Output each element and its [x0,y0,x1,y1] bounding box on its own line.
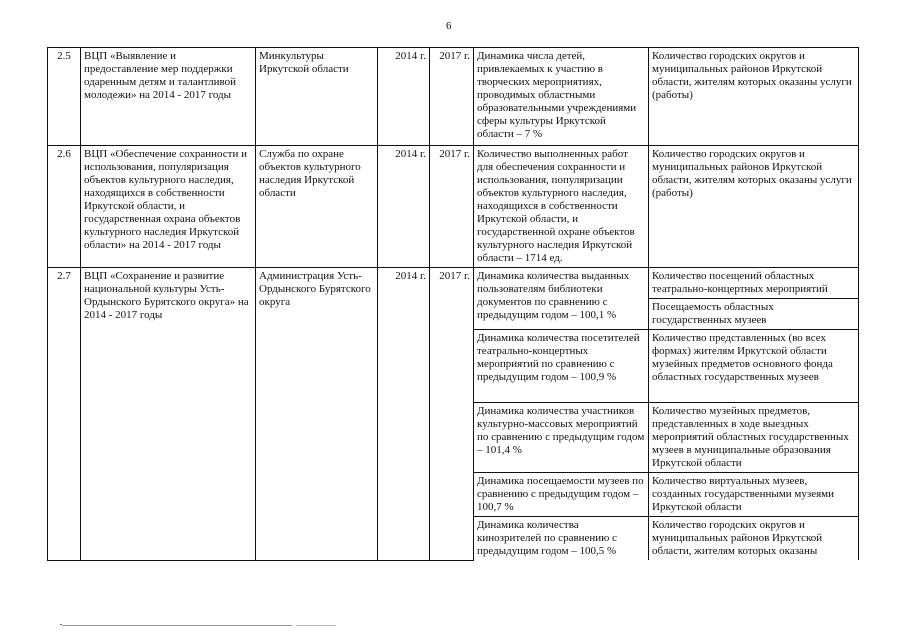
result-indicator: Количество городских округов и муниципальных районов Иркутской области, жителям которых оказаны услуги (работы) [649,146,859,268]
program-name: ВЦП «Обеспечение сохранности и использования, популяризация объектов культурного наследия, находящихся в собственности Иркутской области, и государственная охрана объектов культурного наследия Иркутской области» на 2014 - 2017 годы [81,146,256,268]
row-number: 2.7 [48,268,81,561]
start-year: 2014 г. [378,48,430,146]
target-indicator: Динамика количества участников культурно-массовых мероприятий по сравнению с предыдущим годом – 101,4 % [474,403,649,473]
scan-artifact-line [296,625,336,626]
result-indicator: Количество виртуальных музеев, созданных государственными музеями Иркутской области [649,473,859,517]
row-number: 2.6 [48,146,81,268]
result-indicator: Количество городских округов и муниципальных районов Иркутской области, жителям которых оказаны услуги (работы) [649,48,859,146]
end-year: 2017 г. [430,48,474,146]
target-indicator: Динамика количества посетителей театрально-концертных мероприятий по сравнению с предыдущим годом – 100,9 % [474,330,649,403]
target-indicator: Динамика числа детей, привлекаемых к участию в творческих мероприятиях, проводимых областными образовательными учреждениями сферы культуры Иркутской области – 7 % [474,48,649,146]
scan-artifact-dot [60,624,62,625]
program-table [47,47,859,561]
start-year: 2014 г. [378,268,430,561]
program-name: ВЦП «Сохранение и развитие национальной культуры Усть-Ордынского Бурятского округа» на 2014 - 2017 годы [81,268,256,561]
result-indicator: Посещаемость областных государственных музеев [649,299,859,330]
table-row [48,146,859,268]
row-number: 2.5 [48,48,81,146]
target-indicator: Динамика количества выданных пользователям библиотеки документов по сравнению с предыдущим годом – 100,1 % [474,268,649,330]
end-year: 2017 г. [430,146,474,268]
table-row [48,268,859,299]
result-indicator: Количество музейных предметов, представленных в ходе выездных мероприятий областных государственных музеев в муниципальные образования Иркутской области [649,403,859,473]
target-indicator: Количество выполненных работ для обеспечения сохранности и использования, популяризации объектов культурного наследия, находящихся в собственности Иркутской области, и государственной охране объектов культурного наследия Иркутской области – 1714 ед. [474,146,649,268]
scan-artifact-line [62,625,292,626]
executor: Служба по охране объектов культурного наследия Иркутской области [256,146,378,268]
executor: Администрация Усть-Ордынского Бурятского округа [256,268,378,561]
start-year: 2014 г. [378,146,430,268]
table-row [48,48,859,146]
program-name: ВЦП «Выявление и предоставление мер поддержки одаренным детям и талантливой молодежи» на 2014 - 2017 годы [81,48,256,146]
page-number: 6 [446,20,452,32]
result-indicator: Количество посещений областных театрально-концертных мероприятий [649,268,859,299]
result-indicator: Количество представленных (во всех формах) жителям Иркутской области музейных предметов основного фонда областных государственных музеев [649,330,859,403]
executor: Минкультуры Иркутской области [256,48,378,146]
table-body [48,48,859,561]
target-indicator: Динамика посещаемости музеев по сравнению с предыдущим годом –100,7 % [474,473,649,517]
end-year: 2017 г. [430,268,474,561]
result-indicator: Количество городских округов и муниципальных районов Иркутской области, жителям которых оказаны [649,517,859,561]
target-indicator: Динамика количества кинозрителей по сравнению с предыдущим годом – 100,5 % [474,517,649,561]
